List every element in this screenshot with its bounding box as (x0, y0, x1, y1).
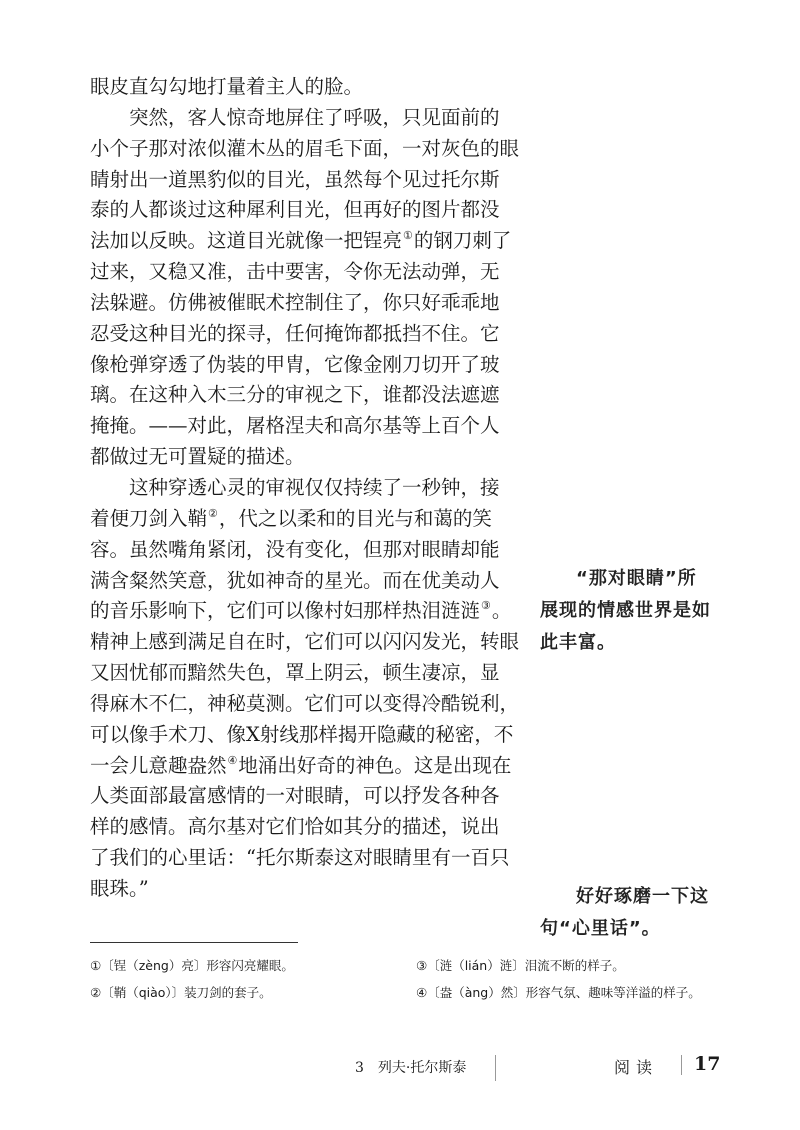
text-line-5: 泰的人都谈过这种犀利目光，但再好的图片都没 (90, 198, 500, 222)
margin-note-line: “那对眼睛”所 (576, 568, 697, 589)
footnote-2: ②〔鞘（qiào）〕装刀剑的套子。 (90, 985, 272, 1000)
text-line-18: 的音乐影响下，它们可以像村妇那样热泪涟涟③。 (90, 599, 512, 623)
footer-divider (681, 1055, 682, 1075)
section-name: 阅读 (614, 1058, 659, 1077)
margin-note-line: 展现的情感世界是如 (540, 600, 711, 621)
text-line-13: 都做过无可置疑的描述。 (90, 445, 305, 469)
page-number: 17 (694, 1053, 721, 1075)
margin-note-quote (540, 881, 720, 945)
text-line-21: 得麻木不仁，神秘莫测。它们可以变得冷酷锐利， (90, 691, 520, 715)
text-line-14: 这种穿透心灵的审视仅仅持续了一秒钟，接 (129, 475, 500, 499)
footnote-4: ④〔盎（àng）然〕形容气氛、趣味等洋溢的样子。 (416, 985, 701, 1000)
text-line-7: 过来，又稳又准，击中要害，令你无法动弹，无 (90, 260, 500, 284)
footnote-ref-2: ② (208, 506, 218, 520)
text-line-19: 精神上感到满足自在时，它们可以闪闪发光，转眼 (90, 630, 520, 654)
main-text (90, 72, 520, 905)
text-line-25: 样的感情。高尔基对它们恰如其分的描述，说出 (90, 815, 500, 839)
text-line-17: 满含粲然笑意，犹如神奇的星光。而在优美动人 (90, 568, 500, 592)
text-line-3: 小个子那对浓似灌木丛的眉毛下面，一对灰色的眼 (90, 136, 520, 160)
footnote-ref-3: ③ (481, 599, 491, 613)
margin-note-line: 句“心里话”。 (540, 918, 661, 939)
text-line-6: 法加以反映。这道目光就像一把锃亮①的钢刀刺了 (90, 229, 512, 253)
text-line-12: 掩掩。——对此，屠格涅夫和高尔基等上百个人 (90, 414, 500, 438)
footnote-divider (90, 942, 298, 943)
margin-note-line: 好好琢磨一下这 (576, 886, 709, 907)
footnote-ref-4: ④ (227, 753, 238, 767)
text-line-27: 眼珠。” (90, 876, 149, 900)
text-line-10: 像枪弹穿透了伪装的甲胄，它像金刚刀切开了玻 (90, 352, 500, 376)
page-footer (0, 1053, 800, 1081)
text-line-2: 突然，客人惊奇地屏住了呼吸，只见面前的 (129, 105, 500, 129)
text-line-11: 璃。在这种入木三分的审视之下，谁都没法遮遮 (90, 383, 500, 407)
text-line-15: 着便刀剑入鞘②，代之以柔和的目光与和蔼的笑 (90, 506, 492, 530)
text-line-9: 忍受这种目光的探寻，任何掩饰都抵挡不住。它 (90, 321, 500, 345)
text-line-26: 了我们的心里话：“托尔斯泰这对眼睛里有一百只 (90, 846, 510, 870)
text-line-16: 容。虽然嘴角紧闭，没有变化，但那对眼睛却能 (90, 537, 500, 561)
footer-divider (495, 1055, 496, 1081)
text-line-8: 法躲避。仿佛被催眠术控制住了，你只好乖乖地 (90, 290, 500, 314)
text-line-4: 睛射出一道黑豹似的目光，虽然每个见过托尔斯 (90, 167, 500, 191)
text-line-22: 可以像手术刀、像X射线那样揭开隐藏的秘密，不 (90, 722, 514, 746)
text-line-24: 人类面部最富感情的一对眼睛，可以抒发各种各 (90, 784, 500, 808)
text-line-23: 一会儿意趣盎然④地涌出好奇的神色。这是出现在 (90, 753, 512, 777)
margin-note-eyes (540, 563, 720, 659)
footnote-1: ①〔锃（zèng）亮〕形容闪亮耀眼。 (90, 958, 294, 973)
text-line-20: 又因忧郁而黯然失色，罩上阴云，顿生凄凉，显 (90, 661, 500, 685)
margin-note-line: 此丰富。 (540, 632, 616, 653)
footnote-ref-1: ① (403, 229, 413, 243)
chapter-title: 3 列夫·托尔斯泰 (355, 1060, 467, 1076)
footnote-3: ③〔涟（lián）涟〕泪流不断的样子。 (416, 958, 625, 973)
text-line-1: 眼皮直勾勾地打量着主人的脸。 (90, 75, 364, 98)
